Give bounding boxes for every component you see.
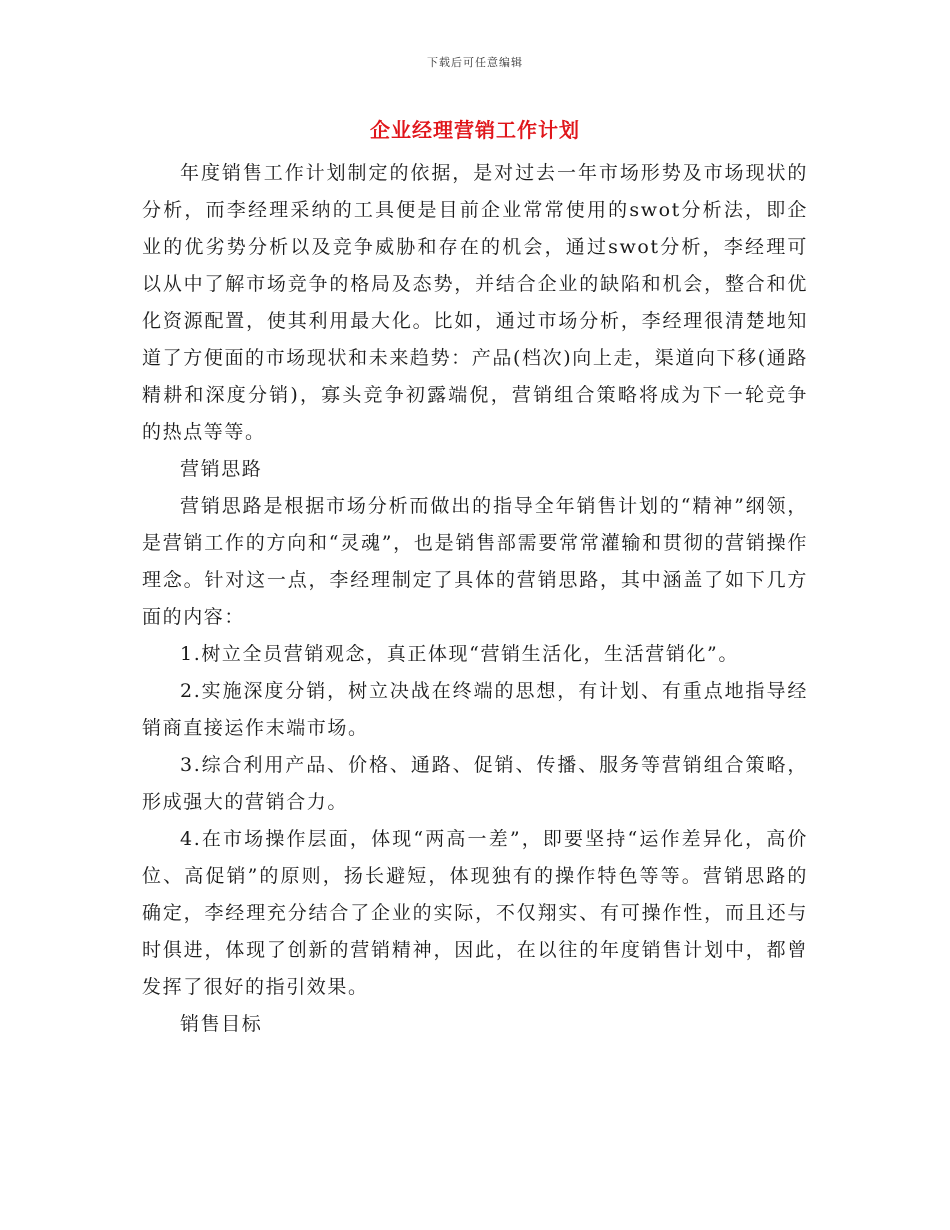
paragraph-marketing-ideas: 营销思路是根据市场分析而做出的指导全年销售计划的“精神”纲领，是营销工作的方向和“灵魂”，也是销售部需要常常灌输和贯彻的营销操作理念。针对这一点，李经理制定了具体的营销思路，其中涵盖了如下几方面的内容：: [142, 495, 808, 628]
paragraph-intro: 年度销售工作计划制定的依据，是对过去一年市场形势及市场现状的分析，而李经理采纳的工具便是目前企业常常使用的swot分析法，即企业的优劣势分析以及竞争威胁和存在的机会，通过swot分析，李经理可以从中了解市场竞争的格局及态势，并结合企业的缺陷和机会，整合和优化资源配置，使其利用最大化。比如，通过市场分析，李经理很清楚地知道了方便面的市场现状和未来趋势：产品(档次)向上走，渠道向下移(通路精耕和深度分销)，寡头竞争初露端倪，营销组合策略将成为下一轮竞争的热点等等。: [142, 162, 808, 443]
section-heading-marketing-ideas: 营销思路: [180, 458, 263, 480]
list-item-3: 3.综合利用产品、价格、通路、促销、传播、服务等营销组合策略，形成强大的营销合力。: [142, 754, 808, 813]
list-item-4: 4.在市场操作层面，体现“两高一差”，即要坚持“运作差异化，高价位、高促销”的原则，扬长避短，体现独有的操作特色等等。营销思路的确定，李经理充分结合了企业的实际，不仅翔实、有可操作性，而且还与时俱进，体现了创新的营销精神，因此，在以往的年度销售计划中，都曾发挥了很好的指引效果。: [142, 828, 808, 998]
section-heading-sales-target: 销售目标: [180, 1013, 263, 1035]
document-title: 企业经理营销工作计划: [370, 118, 580, 142]
header-note: 下载后可任意编辑: [427, 56, 523, 69]
list-item-2: 2.实施深度分销，树立决战在终端的思想，有计划、有重点地指导经销商直接运作末端市场。: [142, 680, 808, 739]
list-item-1: 1.树立全员营销观念，真正体现“营销生活化，生活营销化”。: [180, 643, 739, 665]
document-body: [142, 155, 808, 1043]
